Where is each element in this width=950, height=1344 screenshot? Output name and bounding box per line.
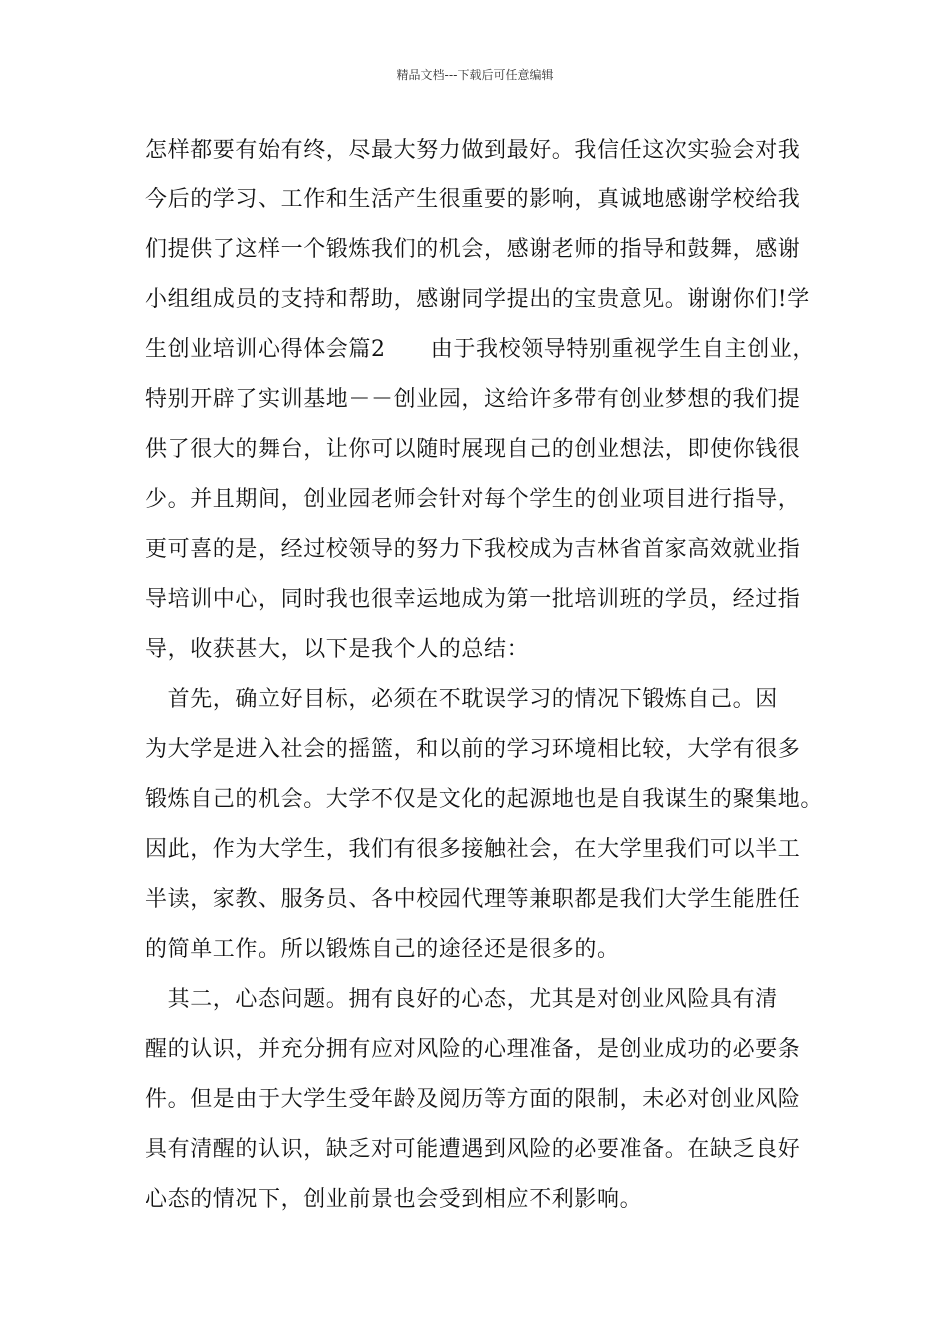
body-line: 半读，家教、服务员、各中校园代理等兼职都是我们大学生能胜任 [145,887,801,912]
body-line: 其二，心态问题。拥有良好的心态，尤其是对创业风险具有清 [145,987,778,1012]
body-line: 生创业培训心得体会篇2 由于我校领导特别重视学生自主创业， [145,337,815,362]
body-line: 小组组成员的支持和帮助，感谢同学提出的宝贵意见。谢谢你们!学 [145,287,810,312]
body-line: 怎样都要有始有终，尽最大努力做到最好。我信任这次实验会对我 [145,138,801,163]
body-line: 导，收获甚大，以下是我个人的总结： [145,637,530,662]
body-line: 更可喜的是，经过校领导的努力下我校成为吉林省首家高效就业指 [145,537,801,562]
body-line: 醒的认识，并充分拥有应对风险的心理准备，是创业成功的必要条 [145,1037,801,1062]
body-line: 为大学是进入社会的摇篮，和以前的学习环境相比较，大学有很多 [145,737,801,762]
body-line: 们提供了这样一个锻炼我们的机会，感谢老师的指导和鼓舞，感谢 [145,237,801,262]
body-line: 因此，作为大学生，我们有很多接触社会，在大学里我们可以半工 [145,837,801,862]
page-header: 精品文档---下载后可任意编辑 [396,68,554,82]
body-line: 具有清醒的认识，缺乏对可能遭遇到风险的必要准备。在缺乏良好 [145,1137,801,1162]
body-line: 的简单工作。所以锻炼自己的途径还是很多的。 [145,937,620,962]
body-line: 锻炼自己的机会。大学不仅是文化的起源地也是自我谋生的聚集地。 [145,787,824,812]
body-line: 特别开辟了实训基地－－创业园，这给许多带有创业梦想的我们提 [145,387,801,412]
body-line: 件。但是由于大学生受年龄及阅历等方面的限制，未必对创业风险 [145,1087,801,1112]
body-line: 今后的学习、工作和生活产生很重要的影响，真诚地感谢学校给我 [145,187,801,212]
body-line: 心态的情况下，创业前景也会受到相应不利影响。 [145,1187,643,1212]
body-line: 导培训中心，同时我也很幸运地成为第一批培训班的学员，经过指 [145,587,801,612]
body-line: 供了很大的舞台，让你可以随时展现自己的创业想法，即使你钱很 [145,437,801,462]
body-line: 首先，确立好目标，必须在不耽误学习的情况下锻炼自己。因 [145,687,778,712]
body-line: 少。并且期间，创业园老师会针对每个学生的创业项目进行指导， [145,487,801,512]
